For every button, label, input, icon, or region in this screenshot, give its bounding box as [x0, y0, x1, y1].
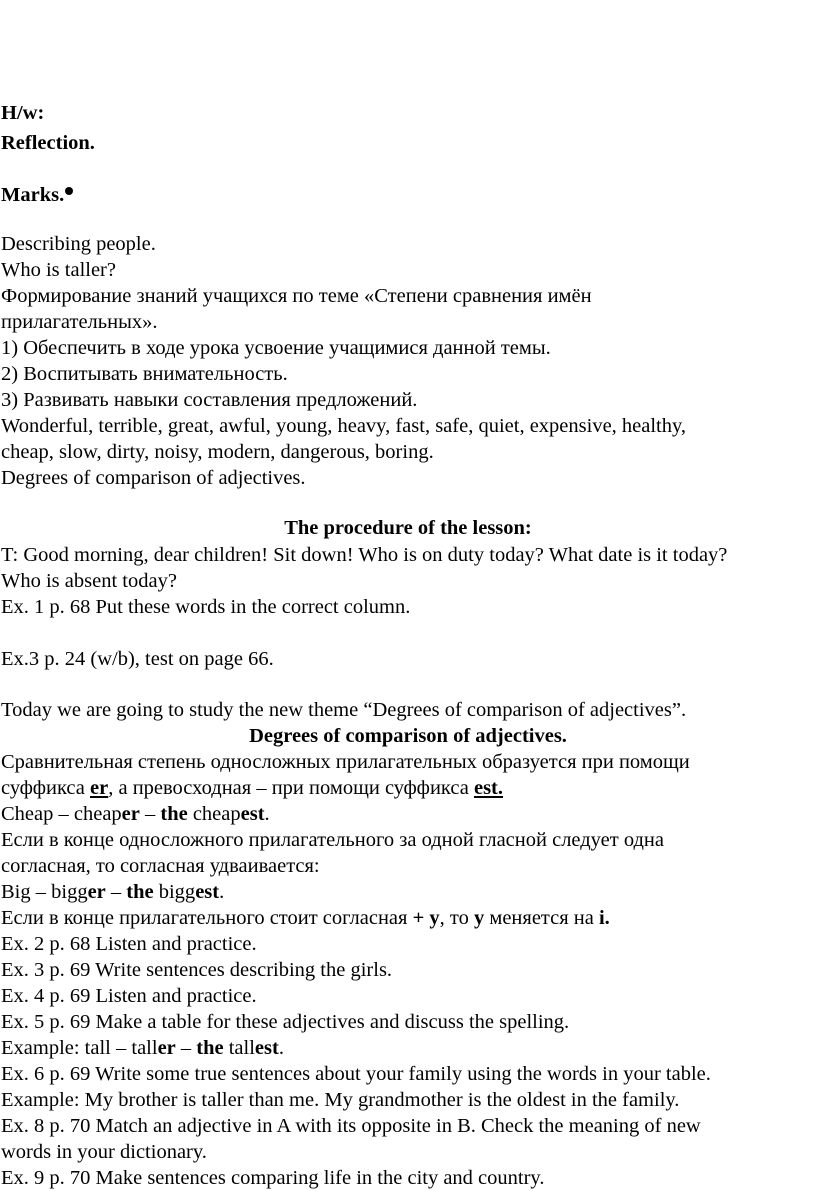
rule-3: Если в конце прилагательного стоит согласная + y, то y меняется на i. [1, 907, 610, 929]
greeting-line-1: T: Good morning, dear children! Sit down! Who is on duty today? What date is it today? [1, 544, 728, 566]
example-cheap: Cheap – cheaper – the cheapest. [1, 803, 270, 825]
example-big: Big – bigger – the biggest. [1, 881, 225, 903]
exercise-6-example: Example: My brother is taller than me. My grandmother is the oldest in the family. [1, 1089, 680, 1111]
vocabulary-line-1: Wonderful, terrible, great, awful, young, heavy, fast, safe, quiet, expensive, healthy, [1, 415, 687, 437]
exercise-1: Ex. 1 p. 68 Put these words in the correct column. [1, 596, 411, 618]
exercise-2: Ex. 2 p. 68 Listen and practice. [1, 933, 257, 955]
exercise-4: Ex. 4 p. 69 Listen and practice. [1, 985, 257, 1007]
exercise-5: Ex. 5 p. 69 Make a table for these adjectives and discuss the spelling. [1, 1011, 570, 1033]
vocabulary-line-2: cheap, slow, dirty, noisy, modern, dangerous, boring. [1, 441, 434, 463]
reflection-label: Reflection. [1, 132, 95, 154]
rule-2-line-1: Если в конце односложного прилагательного за одной гласной следует одна [1, 829, 665, 851]
exercise-8-line-2: words in your dictionary. [1, 1141, 207, 1163]
task-1: 1) Обеспечить в ходе урока усвоение учащимися данной темы. [1, 337, 551, 359]
marks-label: Marks. [1, 182, 73, 208]
example-tall: Example: tall – taller – the tallest. [1, 1037, 284, 1059]
procedure-heading: The procedure of the lesson: [284, 517, 532, 539]
task-2: 2) Воспитывать внимательность. [1, 363, 288, 385]
task-3: 3) Развивать навыки составления предложений. [1, 389, 418, 411]
exercise-8-line-1: Ex. 8 p. 70 Match an adjective in A with its opposite in B. Check the meaning of new [1, 1115, 701, 1137]
topic-title: Describing people. [1, 233, 156, 255]
exercise-9: Ex. 9 p. 70 Make sentences comparing life in the city and country. [1, 1167, 545, 1189]
topic-subtitle: Who is taller? [1, 259, 116, 281]
rule-heading: Degrees of comparison of adjectives. [249, 725, 567, 747]
rule-1-line-2: суффикса er, а превосходная – при помощи суффикса est. [1, 777, 503, 799]
rule-1-line-1: Сравнительная степень односложных прилагательных образуется при помощи [1, 751, 690, 773]
aim-line-1: Формирование знаний учащихся по теме «Степени сравнения имён [1, 285, 592, 307]
grammar-topic: Degrees of comparison of adjectives. [1, 467, 306, 489]
exercise-3-workbook: Ex.3 p. 24 (w/b), test on page 66. [1, 648, 274, 670]
exercise-6: Ex. 6 p. 69 Write some true sentences about your family using the words in your table. [1, 1063, 711, 1085]
greeting-line-2: Who is absent today? [1, 570, 177, 592]
homework-label: H/w: [1, 102, 45, 124]
aim-line-2: прилагательных». [1, 311, 158, 333]
exercise-3: Ex. 3 p. 69 Write sentences describing the girls. [1, 959, 393, 981]
bullet-icon [65, 187, 73, 195]
today-theme: Today we are going to study the new theme “Degrees of comparison of adjectives”. [1, 699, 687, 721]
rule-2-line-2: согласная, то согласная удваивается: [1, 855, 320, 877]
